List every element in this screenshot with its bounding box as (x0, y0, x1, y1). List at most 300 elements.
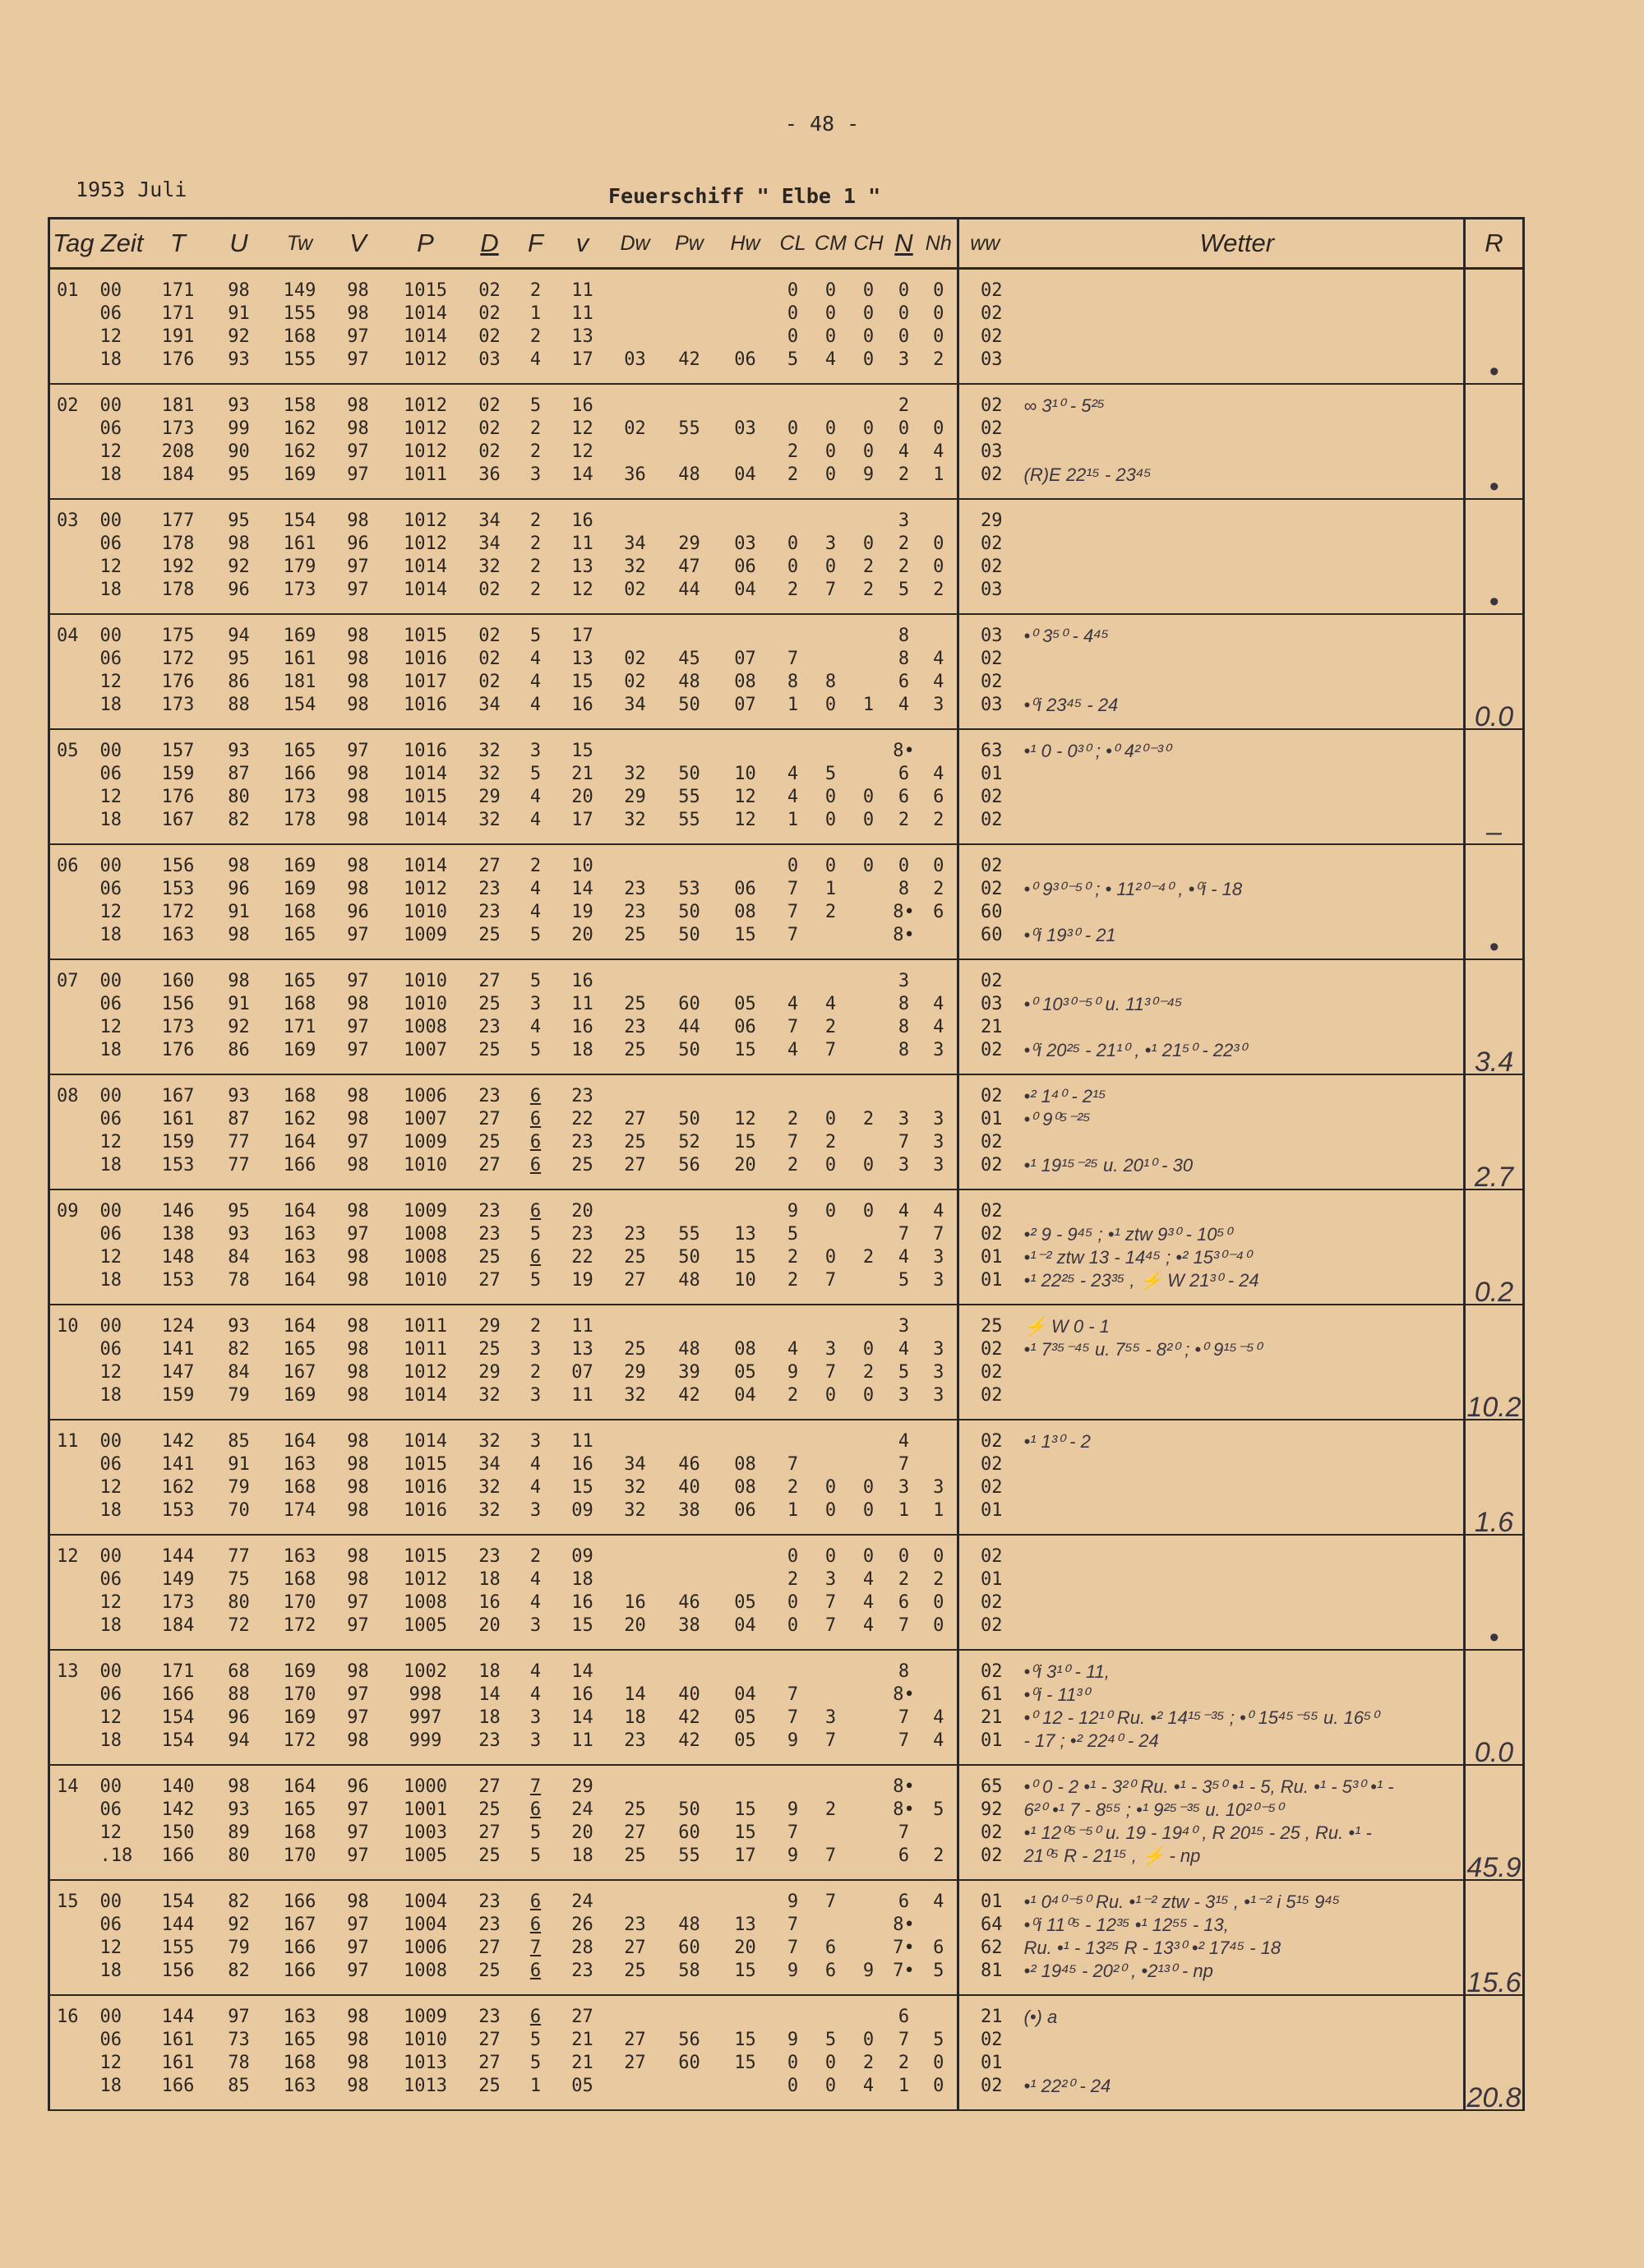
dw-cell: 02 (608, 579, 663, 614)
day-cell (49, 1223, 97, 1246)
p-cell: 1009 (404, 1132, 447, 1152)
zeit-cell: 00 (99, 626, 122, 646)
u-cell: 82 (228, 1892, 250, 1912)
tw-cell: 170 (283, 1592, 316, 1613)
table-row (49, 1960, 1524, 1995)
ww-cell: 02 (958, 2029, 1011, 2052)
hw-cell: 15 (734, 2030, 756, 2050)
cl-cell: 4 (774, 1039, 812, 1074)
ww-cell: 02 (958, 1453, 1011, 1476)
ww-cell: 92 (958, 1799, 1011, 1822)
n-cell: 6 (898, 764, 910, 784)
d-cell: 23 (478, 2007, 501, 2027)
d-cell: 25 (478, 994, 501, 1014)
v-cell: 98 (347, 1316, 369, 1337)
tw-cell: 181 (283, 672, 316, 692)
zeit-cell: 18 (97, 2075, 148, 2110)
v-cell: 28 (571, 1938, 593, 1958)
nh-cell (921, 499, 958, 533)
pw-cell: 60 (678, 1938, 700, 1958)
t-cell: 144 (161, 2007, 195, 2027)
wetter-cell (1011, 1591, 1465, 1614)
zeit-cell: 06 (99, 1799, 122, 1820)
dw-cell: 25 (608, 924, 663, 959)
hw-cell (717, 1650, 774, 1684)
table-row (49, 1799, 1524, 1822)
n-cell: 8 (888, 1039, 921, 1074)
hw-cell: 05 (734, 1592, 756, 1613)
tw-cell: 161 (283, 649, 316, 669)
ch-cell: 0 (862, 856, 875, 876)
table-row (49, 1223, 1524, 1246)
nh-cell: 0 (921, 1614, 958, 1650)
p-cell: 1004 (404, 1892, 447, 1912)
day-cell (49, 993, 97, 1016)
v-cell: 14 (571, 1661, 593, 1682)
precipitation-cell: – (1465, 729, 1524, 844)
zeit-cell: 06 (99, 2030, 122, 2050)
n-cell: 7 (888, 1614, 921, 1650)
n-cell: 3 (898, 1316, 910, 1337)
wetter-cell: •¹ 0⁴⁰⁻⁵⁰ Ru. •¹⁻² ztw - 3¹⁵ , •¹⁻² i 5¹⁵ 9⁴⁵ (1023, 1892, 1341, 1912)
ww-cell: 02 (958, 1189, 1011, 1223)
p-cell: 1015 (404, 787, 447, 807)
p-cell: 1012 (404, 879, 447, 899)
nh-cell (921, 924, 958, 959)
table-row (49, 1189, 1524, 1223)
tw-cell: 168 (283, 1569, 316, 1590)
tw-cell: 155 (270, 349, 330, 384)
u-cell: 92 (228, 1915, 250, 1935)
cm-cell: 0 (824, 2053, 837, 2073)
f-cell: 3 (515, 1384, 557, 1420)
day-cell (49, 1154, 97, 1189)
wetter-cell (1011, 901, 1465, 924)
cl-cell: 7 (787, 1915, 799, 1935)
day-cell (49, 2052, 97, 2075)
cm-cell: 0 (812, 1384, 850, 1420)
n-cell: 7• (893, 1938, 915, 1958)
pw-cell: 50 (678, 1109, 700, 1129)
t-cell: 157 (161, 741, 195, 761)
table-row (49, 326, 1524, 349)
tw-cell: 168 (283, 1822, 316, 1843)
nh-cell: 6 (933, 1938, 944, 1958)
u-cell: 91 (228, 1454, 250, 1475)
v-cell: 98 (347, 1892, 369, 1912)
v-cell: 98 (330, 1730, 386, 1765)
cl-cell: 0 (787, 280, 799, 301)
table-row (49, 2052, 1524, 2075)
dw-cell (608, 1995, 663, 2029)
p-cell: 1006 (404, 1086, 447, 1106)
ww-cell: 02 (958, 1154, 1011, 1189)
zeit-cell: 06 (99, 534, 122, 554)
nh-cell (921, 614, 958, 648)
day-cell: 03 (49, 499, 97, 533)
v-cell: 17 (557, 809, 608, 844)
day-cell: 08 (49, 1074, 97, 1108)
zeit-cell: 12 (99, 787, 122, 807)
u-cell: 93 (209, 349, 270, 384)
tw-cell: 168 (283, 1477, 316, 1498)
ww-cell: 03 (958, 993, 1011, 1016)
day-cell (49, 878, 97, 901)
table-row (49, 1614, 1524, 1650)
dw-cell: 36 (608, 464, 663, 499)
u-cell: 78 (209, 1269, 270, 1305)
u-cell: 90 (228, 441, 250, 462)
u-cell: 99 (228, 418, 250, 439)
cm-cell: 7 (824, 1892, 837, 1912)
t-cell: 161 (161, 1109, 195, 1129)
pw-cell (663, 1568, 717, 1591)
zeit-cell: 18 (97, 464, 148, 499)
wetter-cell (1011, 648, 1465, 671)
u-cell: 96 (228, 1707, 250, 1728)
table-row (49, 1707, 1524, 1730)
v-cell: 97 (347, 1592, 369, 1613)
cl-cell: 9 (787, 1799, 799, 1820)
cl-cell: 1 (774, 809, 812, 844)
ww-cell: 81 (958, 1960, 1011, 1995)
cm-cell: 0 (812, 1154, 850, 1189)
cl-cell (774, 1074, 812, 1108)
dw-cell: 32 (624, 764, 646, 784)
v-cell: 97 (347, 557, 369, 577)
hw-cell: 06 (734, 1017, 756, 1037)
table-row (49, 1453, 1524, 1476)
hw-cell (717, 729, 774, 763)
pw-cell: 56 (678, 2030, 700, 2050)
t-cell: 153 (148, 1499, 209, 1535)
p-cell: 1013 (404, 2053, 447, 2073)
table-row (49, 729, 1524, 763)
ww-cell: 02 (958, 1223, 1011, 1246)
p-cell: 1016 (404, 741, 447, 761)
day-cell: 05 (49, 729, 97, 763)
n-cell: 5 (888, 579, 921, 614)
day-cell: 11 (49, 1420, 97, 1453)
ww-cell: 02 (958, 1476, 1011, 1499)
v-cell: 97 (330, 924, 386, 959)
ww-cell: 63 (958, 729, 1011, 763)
dw-cell (608, 1189, 663, 1223)
n-cell: 8 (898, 626, 910, 646)
table-row (49, 993, 1524, 1016)
d-cell: 32 (465, 809, 515, 844)
v-cell: 97 (347, 1938, 369, 1958)
v-cell: 97 (347, 326, 369, 347)
ww-cell: 02 (958, 464, 1011, 499)
cl-cell (774, 614, 812, 648)
cm-cell: 0 (824, 1477, 837, 1498)
table-row (49, 1269, 1524, 1305)
pw-cell: 44 (678, 1017, 700, 1037)
f-cell: 4 (515, 349, 557, 384)
ch-cell (850, 1074, 888, 1108)
v-cell: 97 (347, 1017, 369, 1037)
cm-cell: 0 (824, 1247, 837, 1268)
t-cell: 178 (148, 579, 209, 614)
ww-cell: 02 (958, 326, 1011, 349)
d-cell: 02 (478, 626, 501, 646)
hw-cell: 07 (734, 649, 756, 669)
t-cell: 173 (161, 1592, 195, 1613)
f-cell: 2 (529, 1546, 542, 1567)
cm-cell (812, 1914, 850, 1937)
t-cell: 166 (148, 2075, 209, 2110)
nh-cell: 3 (933, 1247, 944, 1268)
t-cell: 156 (161, 994, 195, 1014)
zeit-cell: 12 (99, 672, 122, 692)
f-cell: 5 (529, 395, 542, 416)
ch-cell: 0 (862, 1477, 875, 1498)
cl-cell: 2 (774, 579, 812, 614)
zeit-cell: 12 (99, 902, 122, 922)
p-cell: 999 (386, 1730, 465, 1765)
d-cell: 14 (478, 1684, 501, 1705)
f-cell: 1 (529, 303, 542, 324)
hw-cell (717, 1765, 774, 1799)
cm-cell: 5 (824, 764, 837, 784)
wetter-cell: •¹ 22²⁰ - 24 (1011, 2075, 1465, 2110)
day-cell (49, 1845, 97, 1880)
table-row (49, 1361, 1524, 1384)
d-cell: 25 (465, 1960, 515, 1995)
d-cell: 32 (465, 1384, 515, 1420)
v-cell: 24 (571, 1799, 593, 1820)
wetter-cell (1011, 1614, 1465, 1650)
nh-cell: 2 (921, 349, 958, 384)
dw-cell: 29 (624, 1362, 646, 1383)
wetter-cell: ∞ 3¹⁰ - 5²⁵ (1023, 395, 1106, 416)
v-cell: 98 (347, 418, 369, 439)
table-row (49, 2075, 1524, 2110)
u-cell: 80 (228, 1592, 250, 1613)
pw-cell (663, 1995, 717, 2029)
v-cell: 16 (571, 1684, 593, 1705)
ch-cell (850, 1822, 888, 1845)
wetter-cell: •² 19⁴⁵ - 20²⁰ , •2¹³⁰ - np (1011, 1960, 1465, 1995)
wetter-cell: •⁰ 9⁰⁵⁻²⁵ (1023, 1109, 1091, 1129)
cl-cell: 1 (774, 1499, 812, 1535)
hw-cell: 06 (717, 349, 774, 384)
p-cell: 1006 (404, 1938, 447, 1958)
n-cell: 0 (898, 1546, 910, 1567)
cm-cell (812, 1995, 850, 2029)
n-cell: 4 (898, 1201, 910, 1222)
d-cell: 23 (478, 902, 501, 922)
column-header-dw: Dw (608, 219, 663, 269)
wetter-cell (1011, 269, 1465, 303)
hw-cell: 15 (734, 1822, 756, 1843)
hw-cell: 06 (734, 557, 756, 577)
wetter-cell: •¹ 12⁰⁵⁻⁵⁰ u. 19 - 19⁴⁰ , R 20¹⁵ - 25 , Ru. •¹ - (1023, 1822, 1372, 1843)
tw-cell: 166 (270, 1154, 330, 1189)
v-cell: 98 (347, 879, 369, 899)
ww-cell: 61 (958, 1684, 1011, 1707)
cl-cell (774, 499, 812, 533)
table-row (49, 1338, 1524, 1361)
d-cell: 25 (478, 1799, 501, 1820)
n-cell: 8 (898, 1661, 910, 1682)
cm-cell: 0 (812, 694, 850, 729)
p-cell: 1015 (404, 626, 447, 646)
n-cell: 4 (888, 694, 921, 729)
cm-cell: 0 (824, 856, 837, 876)
v-cell: 98 (347, 672, 369, 692)
ch-cell: 0 (850, 1499, 888, 1535)
cl-cell (774, 729, 812, 763)
cm-cell: 5 (824, 2030, 837, 2050)
nh-cell: 0 (933, 856, 944, 876)
n-cell: 5 (898, 1362, 910, 1383)
ww-cell: 02 (958, 1650, 1011, 1684)
dw-cell (608, 1568, 663, 1591)
d-cell: 23 (465, 1730, 515, 1765)
dw-cell: 27 (624, 1109, 646, 1129)
v-cell: 10 (571, 856, 593, 876)
hw-cell: 03 (734, 418, 756, 439)
f-cell: 4 (529, 1592, 542, 1613)
day-cell (49, 1707, 97, 1730)
n-cell: 3 (898, 971, 910, 991)
tw-cell: 173 (283, 787, 316, 807)
cl-cell: 7 (787, 1684, 799, 1705)
u-cell: 88 (228, 1684, 250, 1705)
zeit-cell: 06 (99, 1915, 122, 1935)
zeit-cell: 00 (99, 2007, 122, 2027)
column-header-f: F (515, 219, 557, 269)
table-row (49, 2029, 1524, 2052)
v-cell: 21 (571, 2030, 593, 2050)
v-cell: 98 (347, 1086, 369, 1106)
d-cell: 27 (478, 1109, 501, 1129)
zeit-cell: 18 (97, 1960, 148, 1995)
tw-cell: 168 (283, 902, 316, 922)
v-cell: 26 (571, 1915, 593, 1935)
f-cell: 5 (515, 924, 557, 959)
v-cell: 14 (571, 879, 593, 899)
p-cell: 1017 (404, 672, 447, 692)
f-cell: 6 (529, 1247, 542, 1268)
f-cell: 2 (529, 856, 542, 876)
d-cell: 29 (478, 787, 501, 807)
page-number: - 48 - (784, 112, 860, 136)
pw-cell: 50 (663, 1039, 717, 1074)
n-cell: 4 (898, 1247, 910, 1268)
f-cell: 7 (529, 1776, 542, 1797)
dw-cell (608, 1074, 663, 1108)
dw-cell: 27 (624, 1938, 646, 1958)
cl-cell: 0 (774, 1614, 812, 1650)
hw-cell: 15 (717, 924, 774, 959)
wetter-cell (1011, 326, 1465, 349)
v-cell: 98 (347, 1477, 369, 1498)
cm-cell (812, 1223, 850, 1246)
v-cell: 29 (571, 1776, 593, 1797)
t-cell: 173 (161, 418, 195, 439)
tw-cell: 168 (283, 1086, 316, 1106)
hw-cell (717, 441, 774, 464)
pw-cell: 48 (678, 672, 700, 692)
zeit-cell: 00 (99, 395, 122, 416)
cl-cell: 5 (774, 349, 812, 384)
pw-cell: 60 (678, 1822, 700, 1843)
n-cell: 7 (898, 1454, 910, 1475)
zeit-cell: 12 (99, 1592, 122, 1613)
ww-cell: 64 (958, 1914, 1011, 1937)
precipitation-cell: 20.8 (1465, 1995, 1524, 2110)
pw-cell: 50 (663, 924, 717, 959)
nh-cell: 3 (933, 1109, 944, 1129)
tw-cell: 155 (283, 303, 316, 324)
v-cell: 97 (330, 349, 386, 384)
dw-cell: 27 (608, 1154, 663, 1189)
hw-cell: 17 (717, 1845, 774, 1880)
precipitation-cell: 0.0 (1465, 614, 1524, 729)
zeit-cell: 18 (97, 1730, 148, 1765)
wetter-cell: •¹⁻² ztw 13 - 14⁴⁵ ; •² 15³⁰⁻⁴⁰ (1023, 1247, 1252, 1268)
dw-cell: 29 (624, 787, 646, 807)
ww-cell: 01 (958, 1568, 1011, 1591)
p-cell: 1008 (404, 1247, 447, 1268)
dw-cell (608, 1880, 663, 1914)
u-cell: 93 (228, 1316, 250, 1337)
tw-cell: 165 (283, 1339, 316, 1360)
wetter-cell (1011, 1535, 1465, 1568)
dw-cell: 32 (608, 1384, 663, 1420)
zeit-cell: 06 (99, 1684, 122, 1705)
v-cell: 97 (330, 1039, 386, 1074)
u-cell: 98 (228, 1776, 250, 1797)
day-cell (49, 1799, 97, 1822)
p-cell: 1007 (404, 1109, 447, 1129)
d-cell: 18 (478, 1707, 501, 1728)
hw-cell (717, 1568, 774, 1591)
hw-cell: 04 (734, 1684, 756, 1705)
cm-cell: 2 (824, 902, 837, 922)
v-cell: 11 (571, 534, 593, 554)
hw-cell (717, 269, 774, 303)
t-cell: 191 (161, 326, 195, 347)
tw-cell: 165 (283, 971, 316, 991)
dw-cell: 25 (624, 1799, 646, 1820)
d-cell: 23 (478, 1892, 501, 1912)
p-cell: 1003 (404, 1822, 447, 1843)
d-cell: 20 (465, 1614, 515, 1650)
wetter-cell: •⁰i 3¹⁰ - 11, (1023, 1661, 1110, 1682)
v-cell: 98 (330, 2075, 386, 2110)
nh-cell: 2 (921, 1845, 958, 1880)
d-cell: 29 (478, 1316, 501, 1337)
cm-cell: 7 (812, 1730, 850, 1765)
ch-cell: 0 (850, 1154, 888, 1189)
f-cell: 3 (515, 464, 557, 499)
u-cell: 94 (228, 626, 250, 646)
u-cell: 94 (209, 1730, 270, 1765)
precipitation-cell: • (1465, 1535, 1524, 1650)
table-row (49, 1845, 1524, 1880)
d-cell: 23 (478, 1546, 501, 1567)
n-cell: 3 (888, 1384, 921, 1420)
f-cell: 4 (515, 694, 557, 729)
u-cell: 84 (228, 1362, 250, 1383)
precipitation-cell: • (1465, 384, 1524, 499)
ch-cell (850, 763, 888, 786)
ch-cell: 2 (862, 1247, 875, 1268)
